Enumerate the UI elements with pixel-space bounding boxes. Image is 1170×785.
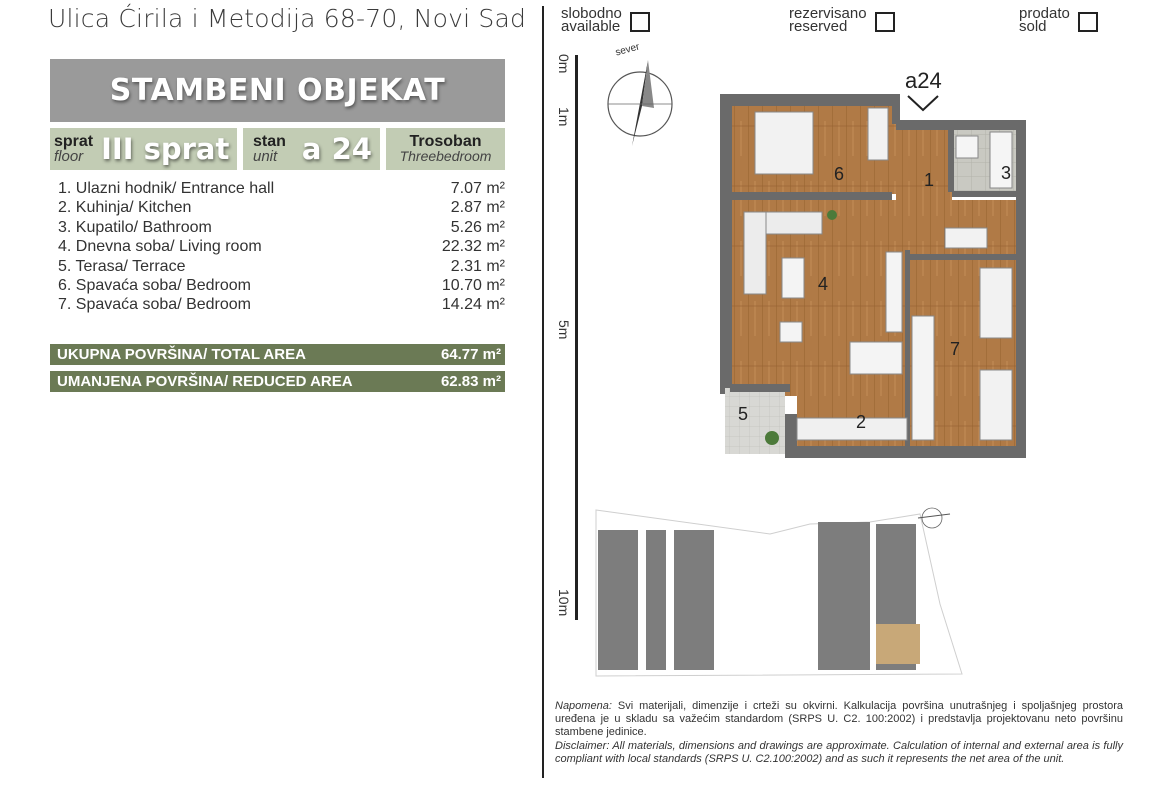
scale-label-5: 5m bbox=[556, 320, 572, 340]
floor-label-en: floor bbox=[54, 148, 84, 165]
room-number-5: 5 bbox=[738, 404, 749, 424]
room-row bbox=[58, 237, 505, 256]
wardrobe-icon bbox=[912, 316, 934, 440]
building-left bbox=[598, 530, 714, 670]
room-row bbox=[58, 276, 505, 295]
reduced-area-label: UMANJENA POVRŠINA/ REDUCED AREA bbox=[57, 373, 353, 390]
unit-value: a 24 bbox=[301, 132, 372, 166]
entrance-arrow-icon bbox=[908, 96, 938, 110]
legend-reserved bbox=[789, 7, 895, 33]
room-name: 1. Ulazni hodnik/ Entrance hall bbox=[58, 180, 275, 197]
title: STAMBENI OBJEKAT bbox=[109, 73, 446, 108]
legend-sold bbox=[1019, 7, 1098, 33]
legend-available-en: available bbox=[561, 18, 621, 35]
bed-icon bbox=[755, 112, 813, 174]
unit-box bbox=[243, 128, 380, 170]
room-name: 3. Kupatilo/ Bathroom bbox=[58, 218, 212, 236]
reserved-checkbox[interactable] bbox=[875, 12, 895, 32]
title-banner bbox=[50, 59, 505, 122]
available-checkbox[interactable] bbox=[630, 12, 650, 32]
legend-reserved-sr: rezervisano bbox=[789, 5, 867, 22]
legend-available-sr: slobodno bbox=[561, 5, 622, 22]
scale-bar bbox=[575, 55, 578, 620]
unit-label-en: unit bbox=[253, 148, 278, 165]
toilet-icon bbox=[956, 136, 978, 158]
room-number-1: 1 bbox=[924, 170, 935, 190]
room-row bbox=[58, 218, 505, 237]
legend-reserved-en: reserved bbox=[789, 18, 848, 35]
room-name: 5. Terasa/ Terrace bbox=[58, 257, 186, 275]
reduced-area-value: 62.83 m² bbox=[440, 373, 501, 390]
unit-type-sr: Trosoban bbox=[409, 133, 482, 150]
note-sr-label: Napomena: bbox=[555, 700, 612, 712]
sofa-icon bbox=[744, 212, 766, 294]
total-area-bar bbox=[50, 344, 505, 365]
room-row bbox=[58, 257, 505, 276]
room-area: 7.07 m² bbox=[450, 180, 505, 197]
room-area: 2.87 m² bbox=[450, 199, 505, 217]
room-row bbox=[58, 295, 505, 314]
plant-icon bbox=[827, 210, 837, 220]
room-area: 22.32 m² bbox=[441, 238, 505, 256]
floor-label-sr: sprat bbox=[54, 133, 94, 150]
floor-box bbox=[50, 128, 237, 170]
unit-label-sr: stan bbox=[253, 133, 286, 150]
sold-checkbox[interactable] bbox=[1078, 12, 1098, 32]
legend-available bbox=[561, 7, 650, 33]
bed-icon bbox=[980, 370, 1012, 440]
floor-value: III sprat bbox=[101, 132, 230, 166]
scale-label-10: 10m bbox=[556, 589, 572, 617]
room-row bbox=[58, 179, 505, 198]
address: Ulica Ćirila i Metodija 68-70, Novi Sad bbox=[48, 4, 527, 33]
scale-label-1: 1m bbox=[556, 107, 572, 127]
room-number-2: 2 bbox=[856, 412, 867, 432]
compass-label: sever bbox=[614, 41, 641, 59]
total-area-value: 64.77 m² bbox=[440, 346, 501, 363]
compass-icon bbox=[608, 60, 672, 146]
room-name: 4. Dnevna soba/ Living room bbox=[58, 238, 262, 256]
dining-table-icon bbox=[850, 342, 902, 374]
unit-type-en: Threebedroom bbox=[399, 148, 492, 164]
floor-plan bbox=[580, 36, 1040, 466]
unit-type-box bbox=[386, 128, 505, 170]
wardrobe-icon bbox=[868, 108, 888, 160]
room-5-floor bbox=[725, 388, 785, 454]
coffee-table-icon bbox=[782, 258, 804, 298]
site-plan bbox=[590, 504, 970, 684]
kitchen-counter-icon bbox=[797, 418, 907, 440]
total-area-label: UKUPNA POVRŠINA/ TOTAL AREA bbox=[57, 346, 306, 363]
room-name: 6. Spavaća soba/ Bedroom bbox=[58, 276, 252, 294]
room-number-7: 7 bbox=[950, 339, 961, 359]
room-area: 14.24 m² bbox=[441, 296, 505, 314]
room-number-4: 4 bbox=[818, 274, 829, 294]
room-number-6: 6 bbox=[834, 164, 845, 184]
room-area: 2.31 m² bbox=[450, 257, 505, 275]
unit-highlight bbox=[876, 624, 920, 664]
room-name: 2. Kuhinja/ Kitchen bbox=[58, 199, 192, 217]
room-list bbox=[58, 179, 505, 315]
bed-icon bbox=[980, 268, 1012, 338]
plant-icon bbox=[765, 431, 779, 445]
scale-label-0: 0m bbox=[556, 54, 572, 74]
plan-unit-label: a24 bbox=[905, 68, 942, 93]
room-number-3: 3 bbox=[1001, 163, 1012, 183]
legend-sold-sr: prodato bbox=[1019, 5, 1070, 22]
divider bbox=[542, 6, 544, 778]
shoe-cabinet-icon bbox=[945, 228, 987, 248]
tv-stand-icon bbox=[886, 252, 902, 332]
room-area: 5.26 m² bbox=[450, 218, 505, 236]
room-row bbox=[58, 198, 505, 217]
room-area: 10.70 m² bbox=[441, 276, 505, 294]
note-en-label: Disclaimer: bbox=[555, 739, 610, 752]
room-name: 7. Spavaća soba/ Bedroom bbox=[58, 296, 252, 314]
note-en-text: All materials, dimensions and drawings are approximate. Calculation of internal and external area is fully compliant with local standards (SRPS U. C2.100:2002) and as such it represents the net area of the unit. bbox=[555, 739, 1123, 765]
reduced-area-bar bbox=[50, 371, 505, 392]
legend-sold-en: sold bbox=[1019, 18, 1047, 35]
note-sr-text: Svi materijali, dimenzije i crteži su okvirni. Kalkulacija površina unutrašnjeg i spoljašnjeg prostora uređena je u skladu sa važećim standardom (SRPS U. C2. 100:2002) i predstavlja projektovanu neto površinu stambene jedinice. bbox=[555, 700, 1124, 739]
disclaimer bbox=[555, 700, 1123, 766]
